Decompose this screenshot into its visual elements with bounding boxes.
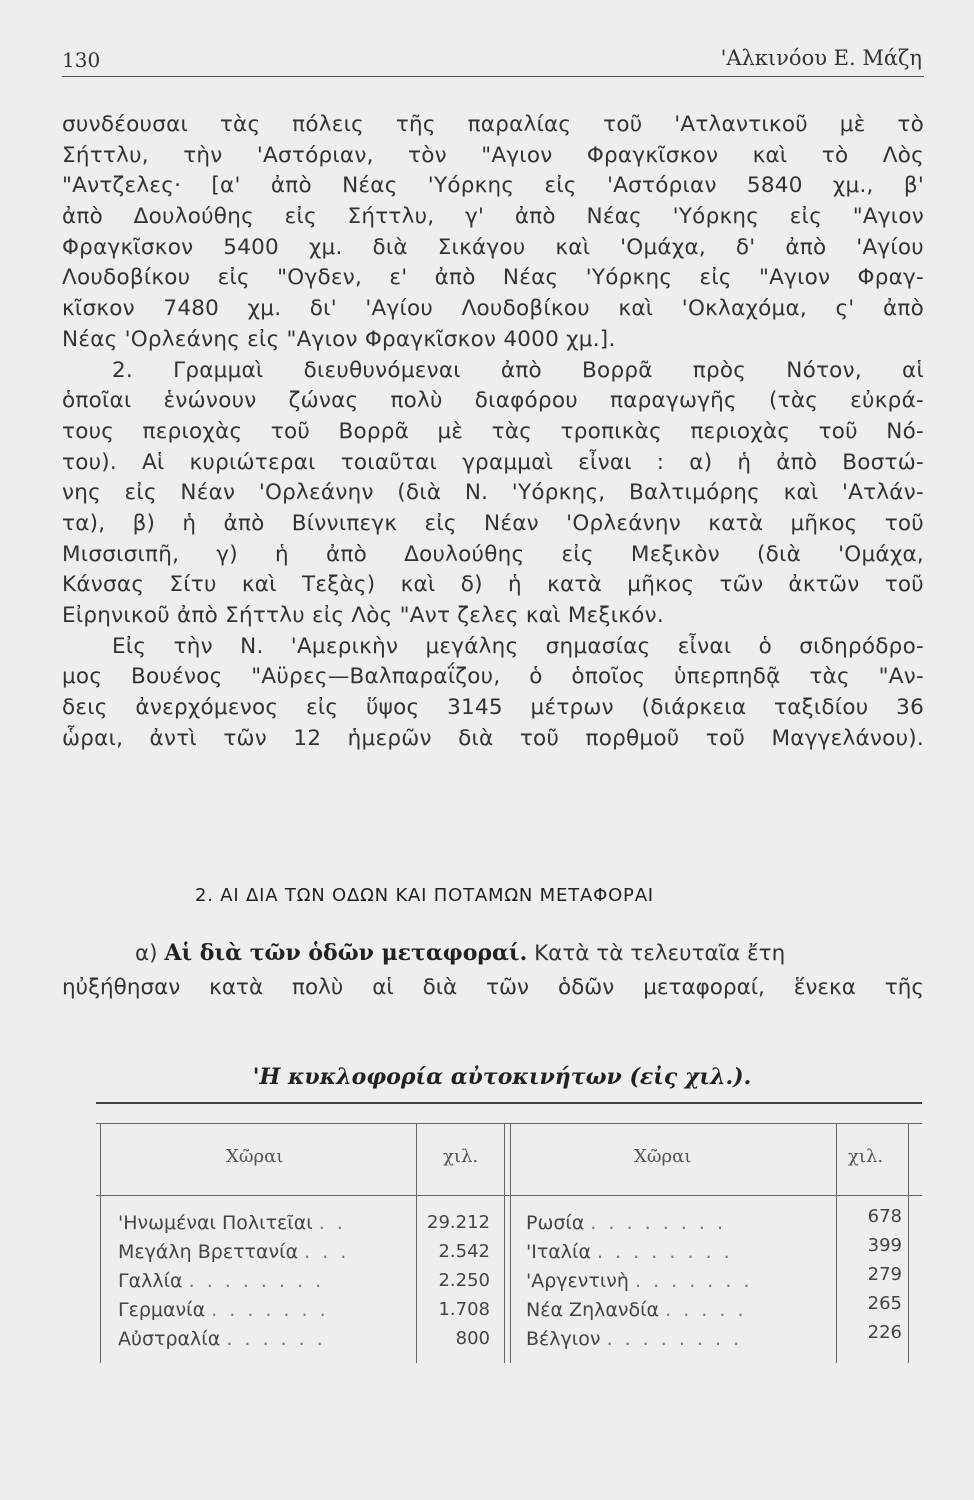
value-cell: 29.212 — [427, 1212, 490, 1233]
country-cell: Μεγάλη Βρεττανία . . . — [118, 1241, 350, 1263]
subsection-continuation: ηὐξήθησαν κατὰ πολὺ αἱ διὰ τῶν ὁδῶν μεταφοραί, ἕνεκα τῆς — [62, 975, 924, 1000]
text-line: Μισσισιπῆ, γ) ἡ ἀπὸ Δουλούθης εἰς Μεξικὸν (διὰ 'Ομάχα, — [62, 541, 924, 567]
value-cell: 678 — [867, 1206, 902, 1227]
header-countries-right: Χῶραι — [634, 1146, 692, 1167]
text-line: τα), β) ἡ ἀπὸ Βίννιπεγκ εἰς Νέαν 'Ορλεάνην κατὰ μῆκος τοῦ — [62, 510, 924, 536]
country-cell: 'Ιταλία . . . . . . . . — [526, 1241, 733, 1263]
text-line: Εἰς τὴν Ν. 'Αμερικὴν μεγάλης σημασίας εἶναι ὁ σιδηρόδρο- — [112, 633, 924, 659]
text-line: νης εἰς Νέαν 'Ορλεάνην (διὰ Ν. 'Υόρκης, Βαλτιμόρης καὶ 'Ατλάν- — [62, 480, 924, 506]
text-line: του). Αἱ κυριώτεραι τοιαῦται γραμμαὶ εἶναι : α) ἡ ἀπὸ Βοστώ- — [62, 449, 924, 475]
value-cell: 226 — [867, 1322, 902, 1343]
value-cell: 2.250 — [438, 1270, 490, 1291]
table-row — [96, 1264, 922, 1299]
text-line: Εἰρηνικοῦ ἀπὸ Σήττλυ εἰς Λὸς "Αντ ζελες καὶ Μεξικόν. — [62, 603, 664, 629]
section-heading: 2. ΑΙ ΔΙΑ ΤΩΝ ΟΔΩΝ ΚΑΙ ΠΟΤΑΜΩΝ ΜΕΤΑΦΟΡΑΙ — [195, 885, 654, 906]
value-cell: 800 — [455, 1328, 490, 1349]
subsection-title: Αἱ διὰ τῶν ὁδῶν μεταφοραί. — [164, 940, 528, 966]
text-line: Νέας 'Ορλεάνης εἰς "Αγιον Φραγκῖσκον 4000 χμ.]. — [62, 326, 616, 352]
header-countries-left: Χῶραι — [226, 1146, 284, 1167]
value-cell: 265 — [867, 1293, 902, 1314]
text-line: "Αντζελες· [α' ἀπὸ Νέας 'Υόρκης εἰς 'Αστόριαν 5840 χμ., β' — [62, 173, 924, 199]
value-cell: 1.708 — [438, 1299, 490, 1320]
header-value-left: χιλ. — [443, 1146, 479, 1167]
text-line: κῖσκον 7480 χμ. δι' 'Αγίου Λουδοβίκου καὶ 'Οκλαχόμα, ς' ἀπὸ — [62, 296, 924, 322]
subsection-text: Κατὰ τὰ τελευταῖα ἔτη — [534, 941, 786, 966]
text-line: δεις ἀνερχόμενος εἰς ὕψος 3145 μέτρων (διάρκεια ταξιδίου 36 — [62, 695, 924, 721]
value-cell: 279 — [867, 1264, 902, 1285]
table-row — [96, 1206, 922, 1241]
table-title: 'Η κυκλοφορία αὐτοκινήτων (εἰς χιλ.). — [252, 1064, 752, 1090]
table-header-rule — [96, 1195, 922, 1196]
country-cell: Αὐστραλία . . . . . . — [118, 1328, 326, 1350]
running-head: 'Αλκινόου Ε. Μάζη — [720, 46, 922, 70]
value-cell: 2.542 — [438, 1241, 490, 1262]
country-cell: Γαλλία . . . . . . . . — [118, 1270, 325, 1292]
text-line: συνδέουσαι τὰς πόλεις τῆς παραλίας τοῦ 'Ατλαντικοῦ μὲ τὸ — [62, 112, 924, 137]
text-line: ὧραι, ἀντὶ τῶν 12 ἡμερῶν διὰ τοῦ πορθμοῦ τοῦ Μαγγελάνου). — [62, 725, 924, 751]
table-row — [96, 1322, 922, 1357]
text-line: Φραγκῖσκον 5400 χμ. διὰ Σικάγου καὶ 'Ομάχα, δ' ἀπὸ 'Αγίου — [62, 234, 924, 260]
country-cell: Γερμανία . . . . . . . — [118, 1299, 329, 1321]
table-row — [96, 1293, 922, 1328]
text-line: Σήττλυ, τὴν 'Αστόριαν, τὸν "Αγιον Φραγκῖσκον καὶ τὸ Λὸς — [62, 142, 924, 168]
text-line: ἀπὸ Δουλούθης εἰς Σήττλυ, γ' ἀπὸ Νέας 'Υόρκης εἰς "Αγιον — [62, 204, 924, 230]
subsection-line — [135, 940, 925, 966]
country-cell: Ρωσία . . . . . . . . — [526, 1212, 727, 1234]
country-cell: Βέλγιον . . . . . . . . — [526, 1328, 743, 1350]
text-line: Λουδοβίκου εἰς "Ογδεν, ε' ἀπὸ Νέας 'Υόρκης εἰς "Αγιον Φραγ- — [62, 265, 924, 291]
car-traffic-table — [96, 1102, 922, 1362]
subsection-prefix: α) — [135, 941, 158, 966]
page-header — [62, 38, 924, 77]
header-value-right: χιλ. — [848, 1146, 884, 1167]
text-line: 2. Γραμμαὶ διευθυνόμεναι ἀπὸ Βορρᾶ πρὸς Νότον, αἱ — [112, 357, 924, 383]
body-text — [62, 110, 924, 754]
text-line: μος Βουένος "Αϋρες—Βαλπαραΐζου, ὁ ὁποῖος ὑπερπηδᾷ τὰς "Αν- — [62, 664, 924, 690]
country-cell: 'Αργεντινὴ . . . . . . . — [526, 1270, 753, 1292]
text-line: τους περιοχὰς τοῦ Βορρᾶ μὲ τὰς τροπικὰς περιοχὰς τοῦ Νό- — [62, 418, 924, 444]
table-top-rule-thin — [96, 1123, 922, 1124]
text-line: ὁποῖαι ἑνώνουν ζώνας πολὺ διαφόρου παραγωγῆς (τὰς εὐκρά- — [62, 388, 924, 414]
value-cell: 399 — [867, 1235, 902, 1256]
country-cell: 'Ηνωμέναι Πολιτεῖαι . . — [118, 1212, 346, 1234]
table-row — [96, 1235, 922, 1270]
text-line: Κάνσας Σίτυ καὶ Τεξὰς) καὶ δ) ἡ κατὰ μῆκος τῶν ἀκτῶν τοῦ — [62, 572, 924, 598]
country-cell: Νέα Ζηλανδία . . . . . — [526, 1299, 747, 1321]
table-top-rule — [96, 1102, 922, 1104]
page-number: 130 — [62, 48, 101, 72]
